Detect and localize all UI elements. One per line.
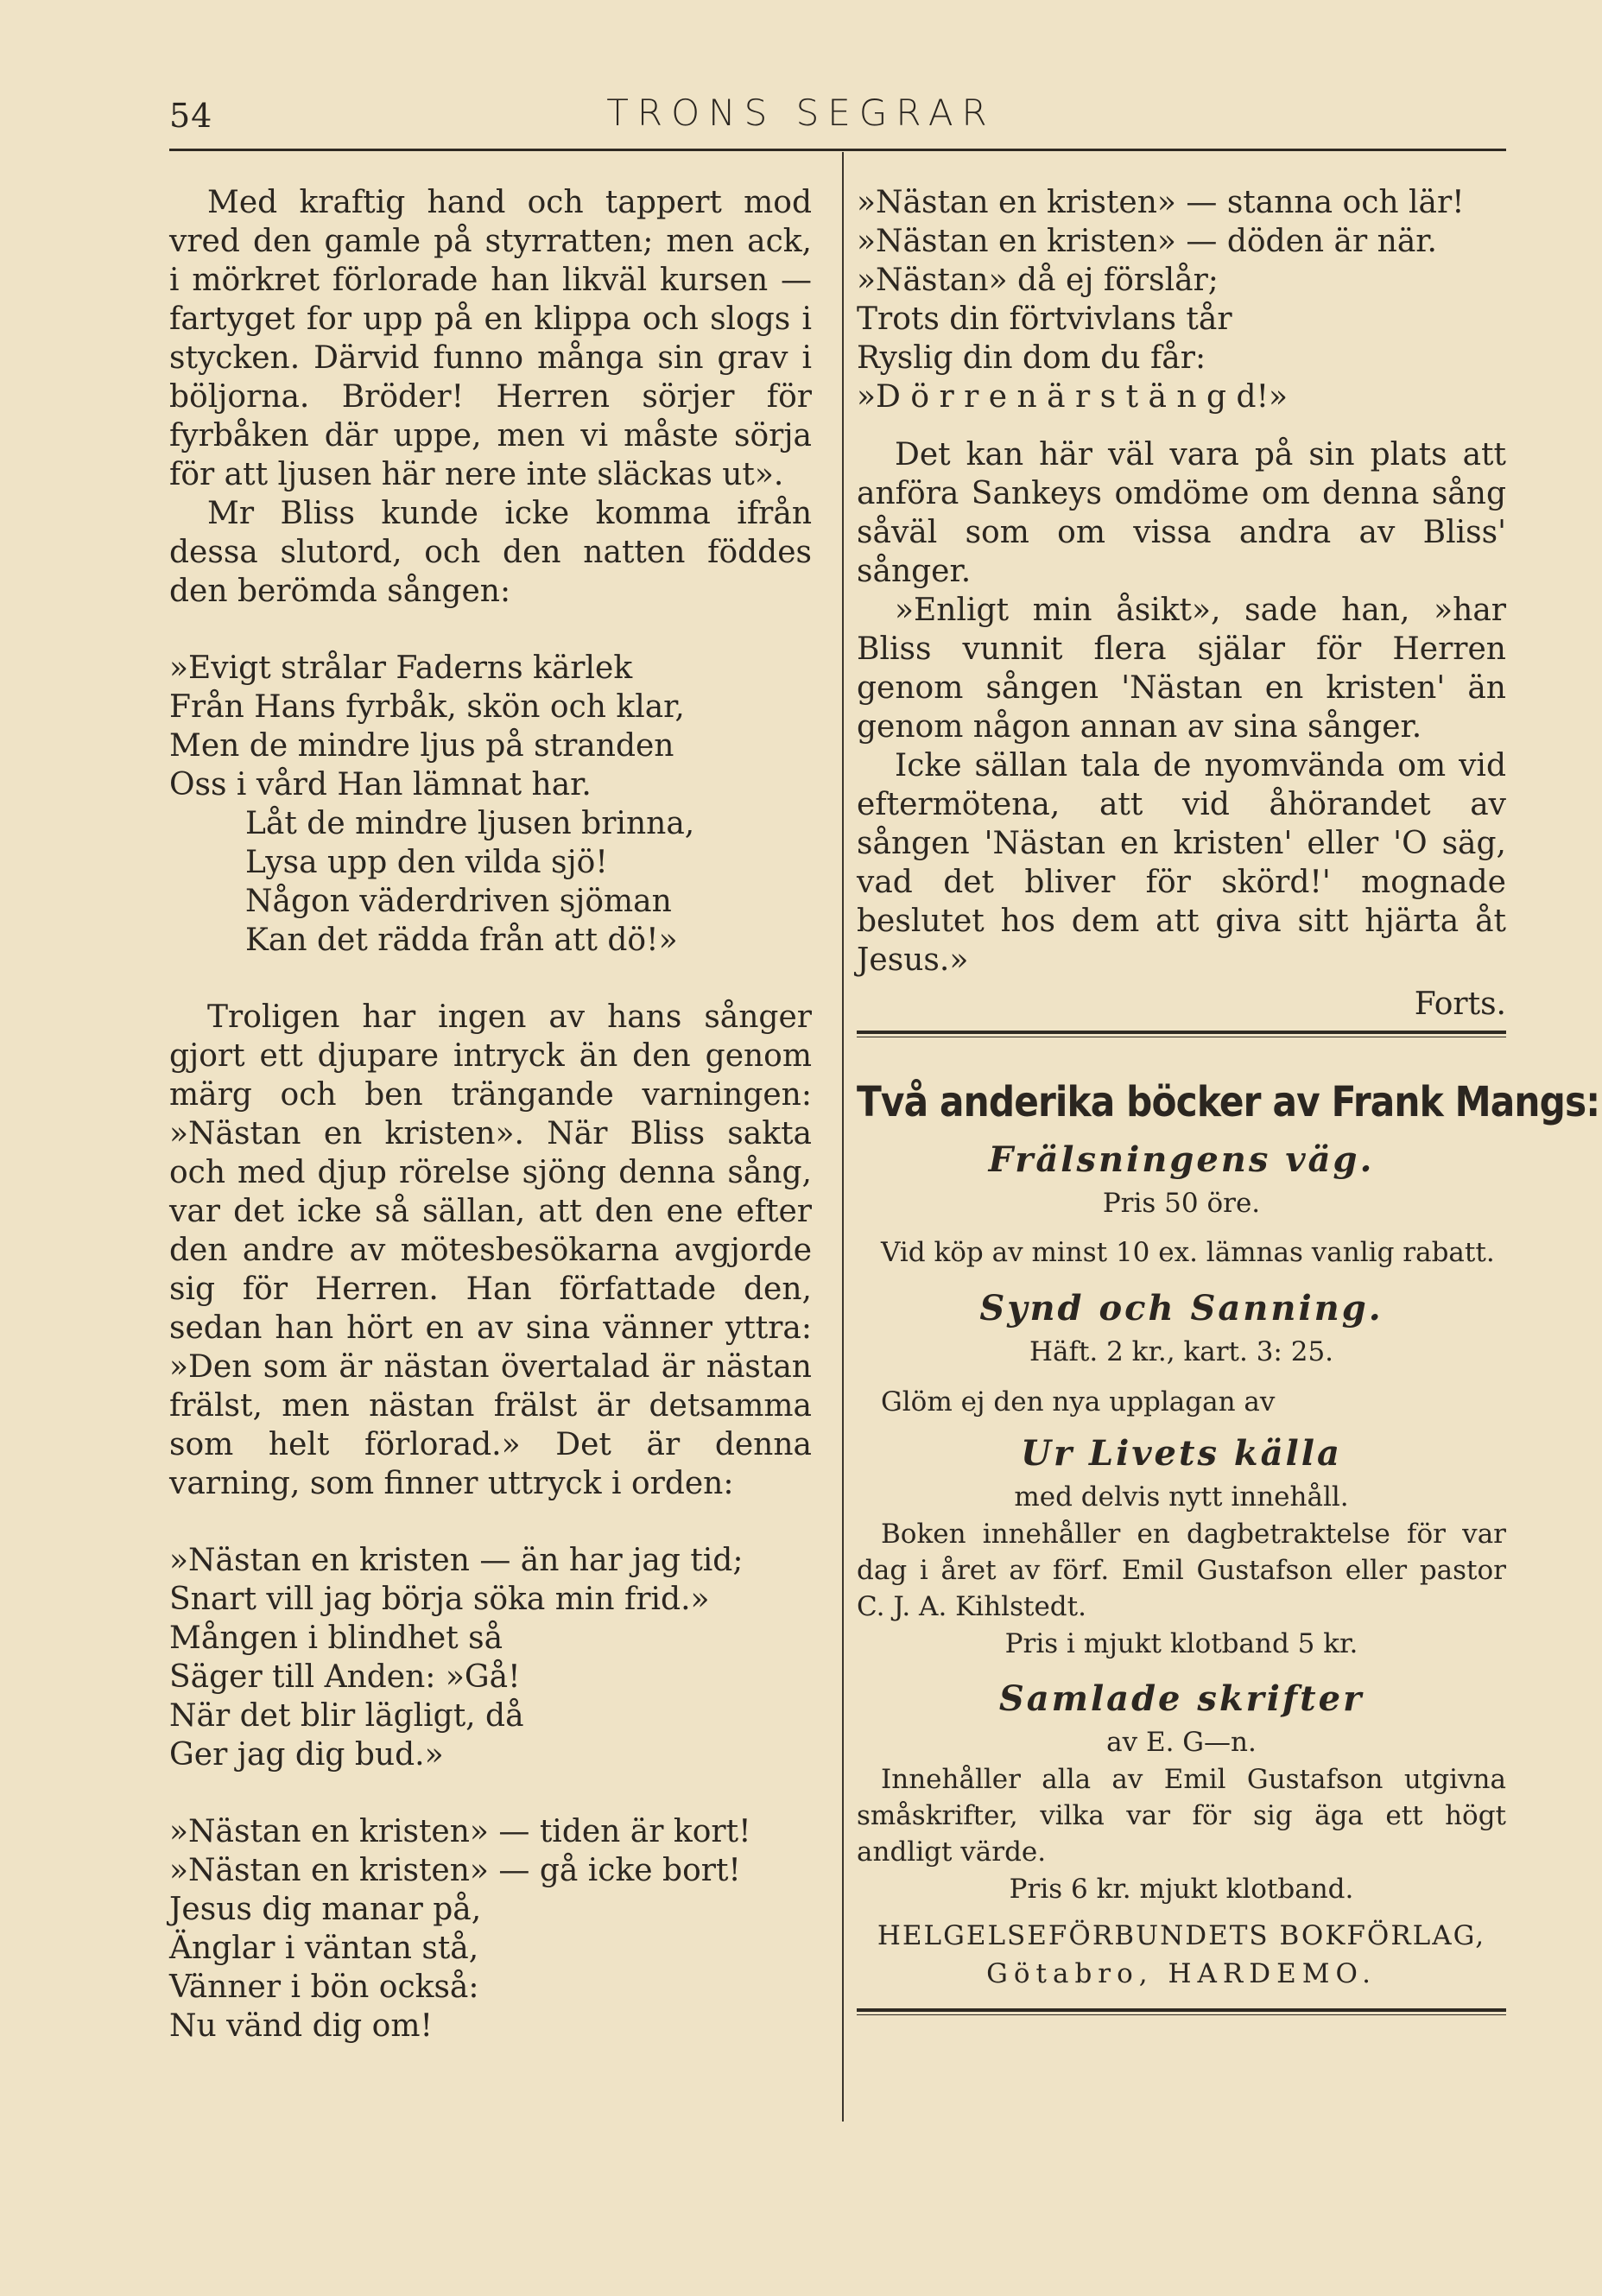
book-description: Innehåller alla av Emil Gustafson utgivna småskrifter, vilka var för sig äga ett högt andligt värde.	[857, 1764, 1506, 1868]
reminder-text: Glöm ej den nya upplagan av	[881, 1386, 1276, 1418]
verse-line: »Nästan en kristen» — stanna och lär!	[857, 185, 1465, 220]
paragraph-warning: Troligen har ingen av hans sånger gjort ett djupare intryck än den genom märg och ben trängande varningen: »Nästan en kristen». När Bliss sakta och med djup rörelse sjöng denna sång, var det icke så sällan, att den ene efter den andre av mötesbesökarna avgjorde sig för Herren. Han författade den, sedan han hört en av sina vänner yttra: »Den som är nästan övertalad är nästan frälst, men nästan frälst är detsamma som helt förlorad.» Det är denna varning, som finner uttryck i orden:	[169, 999, 812, 1501]
paragraph-song-origin: Mr Bliss kunde icke komma ifrån dessa slutord, och den natten föddes den berömda sången:	[169, 496, 812, 609]
publisher-name: HELGELSEFÖRBUNDETS BOKFÖRLAG,	[877, 1920, 1486, 1951]
verse-almost-2	[169, 1812, 812, 2045]
verse-line: Ryslig din dom du får:	[857, 340, 1206, 376]
verse-line: »Nästan» då ej förslår;	[857, 263, 1219, 298]
book-price: Pris i mjukt klotband 5 kr.	[1004, 1628, 1358, 1659]
verse-line: Kan det rädda från att dö!»	[245, 923, 678, 958]
verse-almost-1	[169, 1541, 812, 1774]
verse-line: »Nästan en kristen» — gå icke bort!	[169, 1853, 741, 1888]
paragraph-opinion: »Enligt min åsikt», sade han, »har Bliss vunnit flera själar för Herren genom sången 'Nästan en kristen' än genom någon annan av sina sånger.	[857, 593, 1506, 745]
verse-line: Mången i blindhet så	[169, 1621, 503, 1656]
continued-label: Forts.	[1414, 986, 1506, 1022]
verse-line: »Nästan en kristen» — döden är när.	[857, 224, 1437, 259]
book-description: Boken innehåller en dagbetraktelse för var dag i året av förf. Emil Gustafson eller pastor C. J. A. Kihlstedt.	[857, 1519, 1506, 1622]
left-column	[169, 183, 812, 2045]
verse-line: Jesus dig manar på,	[169, 1892, 482, 1927]
verse-line: Nu vänd dig om!	[169, 2008, 433, 2044]
verse-line: »Evigt strålar Faderns kärlek	[169, 650, 633, 686]
book-price: Pris 6 kr. mjukt klotband.	[1009, 1874, 1354, 1905]
verse-line: Änglar i väntan stå,	[169, 1931, 479, 1966]
page-number: 54	[169, 97, 213, 135]
verse-line: Snart vill jag börja söka min frid.»	[169, 1582, 710, 1617]
book-title-synd-och-sanning: Synd och Sanning.	[979, 1288, 1384, 1329]
publisher-city: Götabro, HARDEMO.	[986, 1958, 1377, 1989]
verse-line: Någon väderdriven sjöman	[245, 884, 672, 919]
verse-line: Lysa upp den vilda sjö!	[245, 845, 608, 880]
verse-line: Från Hans fyrbåk, skön och klar,	[169, 689, 685, 725]
book-title-fralsningens-vag: Frälsningens väg.	[988, 1139, 1375, 1180]
ad-bottom-rule	[857, 2008, 1506, 2015]
verse-line: Ger jag dig bud.»	[169, 1737, 444, 1773]
verse-line: »Nästan en kristen» — tiden är kort!	[169, 1814, 751, 1849]
ad-headline: Två anderika böcker av Frank Mangs:	[857, 1078, 1600, 1126]
book-price: Häft. 2 kr., kart. 3: 25.	[1029, 1336, 1334, 1367]
book-title-samlade-skrifter: Samlade skrifter	[998, 1678, 1365, 1719]
journal-title: TRONS SEGRAR	[606, 92, 996, 134]
paragraph-sankey: Det kan här väl vara på sin plats att anföra Sankeys omdöme om denna sång såväl som om vissa andra av Bliss' sånger.	[857, 437, 1506, 589]
verse-line: Oss i vård Han lämnat har.	[169, 767, 592, 802]
book-note: Vid köp av minst 10 ex. lämnas vanlig rabatt.	[881, 1237, 1495, 1268]
verse-line: Trots din förtvivlans tår	[857, 301, 1232, 337]
book-price: Pris 50 öre.	[1102, 1188, 1261, 1219]
book-subtitle: med delvis nytt innehåll.	[1014, 1481, 1349, 1513]
verse-line: »Nästan en kristen — än har jag tid;	[169, 1543, 744, 1578]
book-author: av E. G—n.	[1106, 1727, 1257, 1758]
verse-almost-3	[857, 183, 1506, 416]
verse-line: Låt de mindre ljusen brinna,	[245, 806, 695, 841]
verse-line: När det blir lägligt, då	[169, 1698, 524, 1734]
column-rule	[842, 152, 844, 2122]
verse-line: Men de mindre ljus på stranden	[169, 728, 674, 764]
book-advertisement	[857, 1077, 1600, 2015]
right-column	[857, 183, 1600, 2015]
verse-line: »D ö r r e n ä r s t ä n g d!»	[857, 379, 1289, 415]
verse-lighthouse	[169, 649, 812, 960]
header-rule	[169, 149, 1506, 151]
book-title-ur-livets-kalla: Ur Livets källa	[1021, 1433, 1342, 1474]
ad-top-rule	[857, 1031, 1506, 1037]
paragraph-converts: Icke sällan tala de nyomvända om vid eftermötena, att vid åhörandet av sången 'Nästan en kristen' eller 'O säg, vad det bliver för skörd!' mognade beslutet hos dem att giva sitt hjärta åt Jesus.»	[857, 748, 1506, 978]
paragraph-storm: Med kraftig hand och tappert mod vred den gamle på styrratten; men ack, i mörkret förlorade han likväl kursen — fartyget for upp på en klippa och slogs i stycken. Därvid funno många sin grav i böljorna. Bröder! Herren sörjer för fyrbåken där uppe, men vi måste sörja för att ljusen här nere inte släckas ut».	[169, 185, 812, 492]
verse-line: Vänner i bön också:	[169, 1969, 479, 2005]
verse-line: Säger till Anden: »Gå!	[169, 1659, 521, 1695]
